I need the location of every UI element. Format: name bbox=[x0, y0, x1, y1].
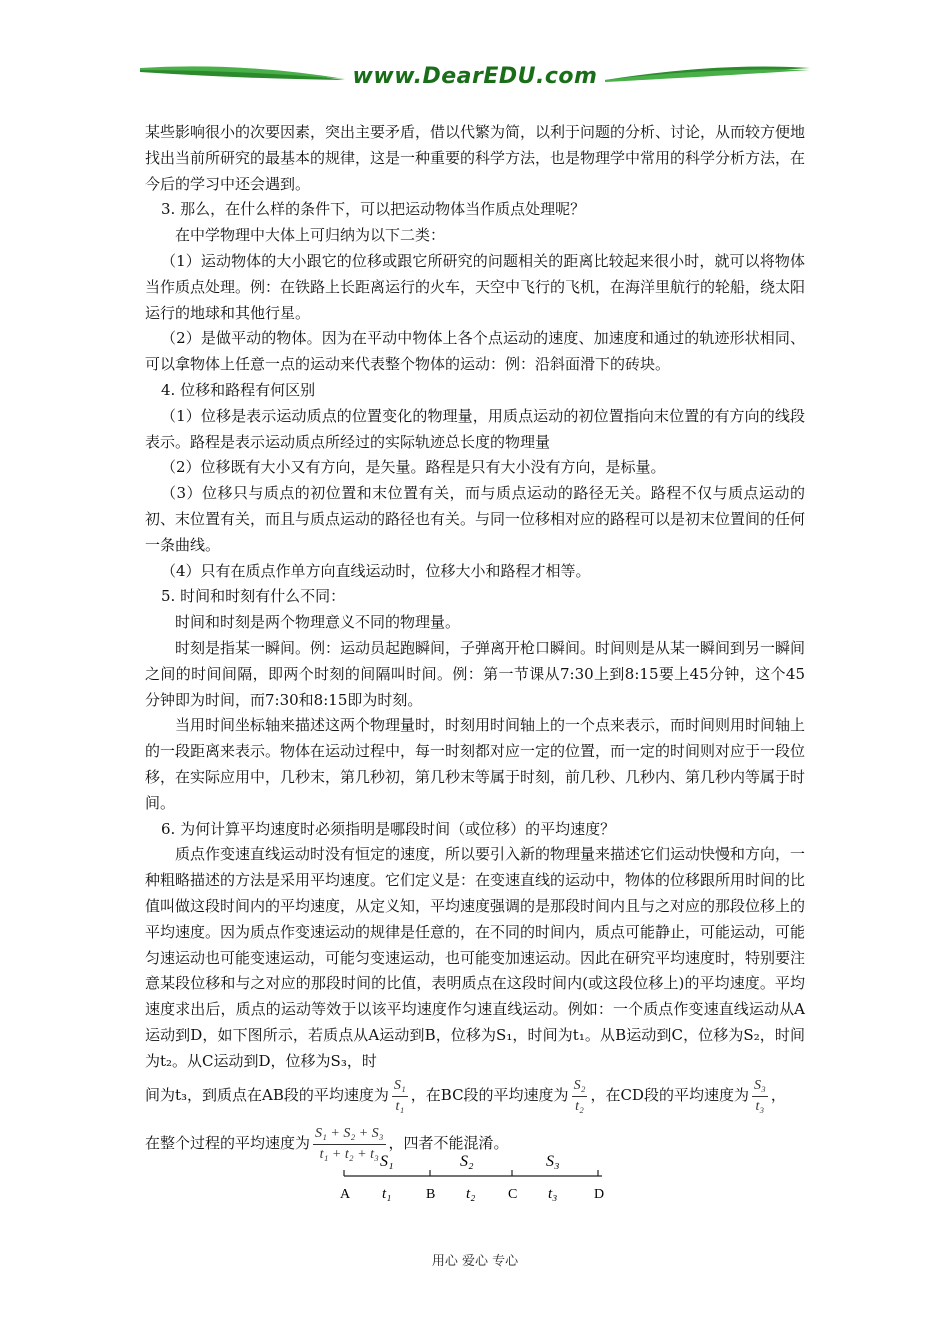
point-label: D bbox=[594, 1187, 605, 1202]
question-heading-3: 3. 那么，在什么样的条件下，可以把运动物体当作质点处理呢？ bbox=[161, 200, 586, 219]
fraction-numerator: S₂ bbox=[572, 1078, 588, 1097]
fraction-denominator: t₃ bbox=[755, 1098, 765, 1114]
point-label: A bbox=[340, 1187, 351, 1202]
paragraph: （2）是做平动的物体。因为在平动中物体上各个点运动的速度、加速度和通过的轨迹形状相同、可以拿物体上任意一点的运动来代表整个物体的运动：例：沿斜面滑下的砖块。 bbox=[145, 329, 805, 374]
fraction-numerator: S₁ + S₂ + S₃ bbox=[313, 1126, 386, 1145]
segment-displacement-label: S₃ bbox=[546, 1153, 560, 1170]
paragraph: （2）位移既有大小又有方向，是矢量。路程是只有大小没有方向，是标量。 bbox=[161, 458, 666, 477]
point-label: C bbox=[508, 1187, 518, 1202]
formula-text: 间为t₃，到质点在AB段的平均速度为 bbox=[145, 1086, 389, 1105]
formula-text: ，在BC段的平均速度为 bbox=[410, 1086, 569, 1105]
fraction-numerator: S₁ bbox=[392, 1078, 408, 1097]
formula-text: ，在CD段的平均速度为 bbox=[590, 1086, 749, 1105]
fraction-s1-t1 bbox=[392, 1078, 408, 1115]
fraction-denominator: t₁ bbox=[395, 1098, 405, 1114]
site-logo-text[interactable]: www.DearEDU.com bbox=[352, 64, 598, 89]
paragraph: 在中学物理中大体上可归纳为以下二类： bbox=[175, 226, 446, 245]
segment-displacement-label: S₂ bbox=[460, 1153, 474, 1170]
fraction-s2-t2 bbox=[572, 1078, 588, 1115]
segment-time-label: t₂ bbox=[466, 1186, 476, 1202]
fraction-s3-t3 bbox=[752, 1078, 768, 1115]
document-body bbox=[145, 120, 805, 1164]
fraction-denominator: t₂ bbox=[575, 1098, 584, 1114]
formula-line bbox=[145, 1074, 805, 1116]
question-heading-4: 4. 位移和路程有何区别 bbox=[161, 380, 316, 399]
paragraph: （3）位移只与质点的初位置和末位置有关，而与质点运动的路径无关。路程不仅与质点运动的初、末位置有关，而且与质点运动的路径也有关。与同一位移相对应的路程可以是初末位置间的任何一条曲线。 bbox=[145, 484, 806, 554]
fraction-denominator: t₁ + t₂ + t₃ bbox=[319, 1146, 379, 1162]
question-heading-6: 6. 为何计算平均速度时必须指明是哪段时间（或位移）的平均速度？ bbox=[161, 819, 616, 838]
formula-text: ，四者不能混淆。 bbox=[388, 1134, 509, 1153]
header-banner bbox=[140, 60, 810, 96]
segment-time-label: t₃ bbox=[548, 1186, 558, 1202]
paragraph: （1）运动物体的大小跟它的位移或跟它所研究的问题相关的距离比较起来很小时，就可以将物体当作质点处理。例：在铁路上长距离运行的火车，天空中飞行的飞机，在海洋里航行的轮船，绕太阳运行的地球和其他行星。 bbox=[145, 251, 806, 322]
fraction-numerator: S₃ bbox=[752, 1078, 768, 1097]
formula-text: ， bbox=[770, 1086, 786, 1105]
segment-time-label: t₁ bbox=[382, 1186, 392, 1202]
paragraph: （1）位移是表示运动质点的位置变化的物理量，用质点运动的初位置指向末位置的有方向的线段表示。路程是表示运动质点所经过的实际轨迹总长度的物理量 bbox=[145, 406, 805, 451]
paragraph: 时刻是指某一瞬间。例：运动员起跑瞬间，子弹离开枪口瞬间。时间则是从某一瞬间到另一瞬间之间的时间间隔，即两个时刻的间隔叫时间。例：第一节课从7:30上到8:15要上45分钟，这个45分钟即为时间，而7:30和8:15即为时刻。 bbox=[145, 638, 806, 709]
segment-displacement-label: S₁ bbox=[380, 1153, 394, 1170]
paragraph: 质点作变速直线运动时没有恒定的速度，所以要引入新的物理量来描述它们运动快慢和方向，一种粗略描述的方法是采用平均速度。它们定义是：在变速直线的运动中，物体的位移跟所用时间的比值叫做这段时间内的平均速度，从定义知，平均速度强调的是那段时间内且与之对应的那段位移上的平均速度。因为质点作变速运动的规律是任意的，在不同的时间内，质点可能静止，可能运动，可能匀速运动也可能变速运动，可能匀变速运动，也可能变加速运动。因此在研究平均速度时，特别要注意某段位移和与之对应的那段时间的比值，表明质点在这段时间内(或这段位移上)的平均速度。平均速度求出后，质点的运动等效于以该平均速度作匀速直线运动。例如：一个质点作变速直线运动从A运动到D，如下图所示，若质点从A运动到B，位移为S₁，时间为t₁。从B运动到C，位移为S₂，时间为t₂。从C运动到D，位移为S₃，时 bbox=[145, 845, 806, 1070]
displacement-diagram bbox=[336, 1150, 616, 1206]
segment-line-svg bbox=[336, 1150, 616, 1206]
formula-text: 在整个过程的平均速度为 bbox=[145, 1134, 311, 1153]
paragraph: 时间和时刻是两个物理意义不同的物理量。 bbox=[175, 613, 461, 632]
paragraph: （4）只有在质点作单方向直线运动时，位移大小和路程才相等。 bbox=[161, 561, 591, 580]
page-footer: 用心 爱心 专心 bbox=[431, 1254, 519, 1269]
paragraph: 某些影响很小的次要因素，突出主要矛盾，借以代繁为简，以利于问题的分析、讨论，从而较方便地找出当前所研究的最基本的规律，这是一种重要的科学方法，也是物理学中常用的科学分析方法，在今后的学习中还会遇到。 bbox=[145, 123, 806, 193]
question-heading-5: 5. 时间和时刻有什么不同： bbox=[161, 587, 346, 606]
paragraph: 当用时间坐标轴来描述这两个物理量时，时刻用时间轴上的一个点来表示，而时间则用时间轴上的一段距离来表示。物体在运动过程中，每一时刻都对应一定的位置，而一定的时间则对应于一段位移，在实际应用中，几秒末，第几秒初，第几秒末等属于时刻，前几秒、几秒内、第几秒内等属于时间。 bbox=[145, 716, 806, 812]
point-label: B bbox=[426, 1187, 436, 1202]
